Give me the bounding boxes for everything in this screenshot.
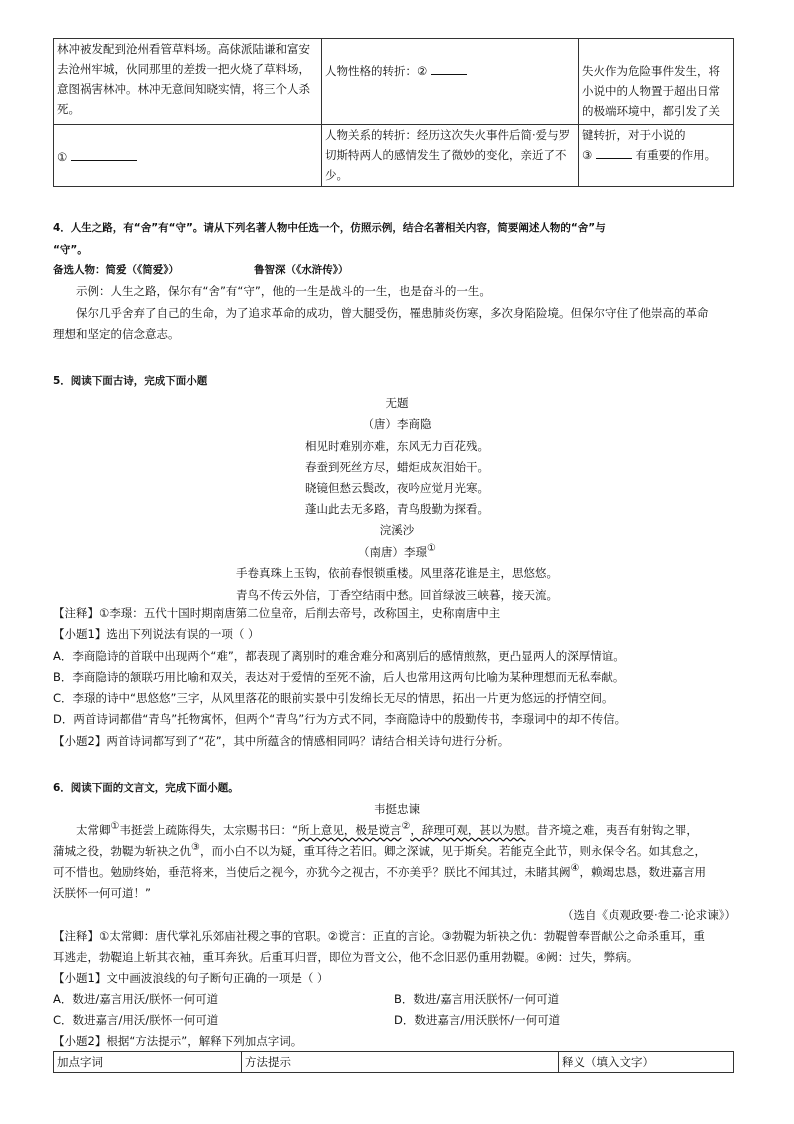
poem2-note-mark: ① [427, 543, 436, 555]
q6-option-a[interactable]: A．数进/嘉言用沃/朕怀一何可道 [53, 992, 219, 1006]
r1c1-line: 去沧州牢城，伙同那里的差拨一把火烧了草料场， [57, 62, 310, 76]
poem2-author-line [297, 542, 497, 562]
q6-note-line2: 耳逃走，勃鞮追上斩其衣袖，重耳奔狄。后重耳归晋，即位为晋文公，他不念旧恶仍重用勃鞮。④阙：过失，弊病。 [53, 950, 639, 964]
q6-option-c[interactable]: C．数进嘉言/用沃/朕怀一何可道 [53, 1013, 219, 1027]
note-mark-4: ④ [570, 863, 580, 875]
r1c1-line: 意图祸害林冲。林冲无意间知晓实情，将三个人杀 [57, 82, 310, 96]
q6-option-b[interactable]: B．数进/嘉言用沃朕怀/一何可道 [394, 992, 560, 1006]
q6-para-line4: 沃朕怀一何可道！” [53, 886, 151, 900]
q6-text: 韦挺尝上疏陈得失，太宗赐书曰：“ [119, 823, 298, 837]
q6-para-line1 [76, 820, 698, 840]
top-table-r2c3 [579, 125, 734, 187]
q4-candidate2: 鲁智深（《水浒传》） [254, 264, 349, 276]
poem1-line: 春蚕到死丝方尽，蜡炬成灰泪始干。 [305, 460, 489, 474]
q5-option-c[interactable]: C．李璟的诗中“思悠悠”三字，从风里落花的眼前实景中引发绵长无尽的情思，拓出一片更为悠远的抒情空间。 [53, 691, 614, 705]
q6-option-d[interactable]: D．数进嘉言/用沃朕怀/一何可道 [394, 1013, 561, 1027]
top-table-r1c2 [322, 39, 579, 125]
q5-heading: 5．阅读下面古诗，完成下面小题 [53, 375, 208, 387]
answer-blank-3[interactable] [596, 145, 632, 159]
q6-note-line1: 【注释】①太常卿：唐代掌礼乐郊庙社稷之事的官职。②谠言：正直的言论。③勃鞮为斩袂之仇：勃鞮曾奉晋献公之命杀重耳，重 [53, 929, 705, 943]
poem2-author: （南唐）李璟 [358, 545, 428, 559]
r2c3-prefix: ③ [582, 148, 593, 162]
method-table-header: 加点字词 [54, 1052, 242, 1073]
note-mark-1: ① [110, 821, 120, 833]
top-table-r1c3 [579, 39, 734, 125]
q5-sub1: 【小题1】选出下列说法有误的一项（ ） [53, 627, 260, 641]
r1c3-line: 失火作为危险事件发生，将 [582, 64, 720, 78]
q6-text: 可不惜也。勉励终始，垂范将来，当使后之视今，亦犹今之视古，不亦美乎？朕比不闻其过，未睹其阙 [53, 865, 571, 879]
wavy-underline-sentence: ，辞理可观，甚以为慰 [410, 823, 526, 837]
r2c3-suffix: 有重要的作用。 [635, 148, 717, 162]
q6-title: 韦挺忠谏 [374, 802, 420, 816]
poem1-line: 蓬山此去无多路，青鸟殷勤为探看。 [305, 502, 489, 516]
wavy-underline-sentence: 所上意见，极是谠言 [297, 823, 402, 837]
r2c2-line: 切斯特两人的感情发生了微妙的变化，亲近了不 [325, 148, 567, 162]
note-mark-3: ③ [191, 842, 200, 854]
q6-text: ，赖竭忠恳，数进嘉言用 [579, 865, 706, 879]
answer-blank-1[interactable] [71, 147, 137, 161]
q5-option-a[interactable]: A．李商隐诗的首联中出现两个“难”，都表现了离别时的难舍难分和离别后的感情煎熬，更凸显两人的深厚情谊。 [53, 649, 625, 663]
q4-line2: “守”。 [53, 244, 88, 256]
q4-para-line1: 保尔几乎舍弃了自己的生命，为了追求革命的成功，曾大腿受伤，罹患肺炎伤寒，多次身陷险境。但保尔守住了他崇高的革命 [76, 306, 709, 320]
q4-example: 示例：人生之路，保尔有“舍”有“守”，他的一生是战斗的一生，也是奋斗的一生。 [76, 284, 491, 298]
poem2-line: 青鸟不传云外信，丁香空结雨中愁。回首绿波三峡暮，接天流。 [236, 588, 558, 602]
poem1-title: 无题 [385, 396, 409, 410]
answer-blank-2[interactable] [431, 61, 467, 75]
method-table [53, 1051, 734, 1073]
r1c3-line: 的极端环境中，都引发了关 [582, 104, 720, 118]
poem1-author: （唐）李商隐 [362, 417, 432, 431]
q4-line1: 4．人生之路，有“舍”有“守”。请从下列名著人物中任选一个，仿照示例，结合名著相关内容，简要阐述人物的“舍”与 [53, 222, 606, 234]
top-table-r2c1 [54, 125, 322, 187]
r1c3-line: 小说中的人物置于超出日常 [582, 84, 720, 98]
q5-option-d[interactable]: D．两首诗词都借“青鸟”托物寓怀，但两个“青鸟”行为方式不同，李商隐诗中的殷勤传书，李璟词中的却不传信。 [53, 712, 627, 726]
q5-option-b[interactable]: B．李商隐诗的颔联巧用比喻和双关，表达对于爱情的至死不渝，后人也常用这两句比喻为某种理想而无私奉献。 [53, 670, 625, 684]
q6-para-line2 [53, 841, 706, 861]
poem1-line: 晓镜但愁云鬓改，夜吟应觉月光寒。 [305, 481, 489, 495]
method-table-header: 释义（填入文字） [559, 1052, 734, 1073]
q6-source: （选自《贞观政要·卷二·论求谏》） [562, 908, 737, 922]
r1c2-text: 人物性格的转折：② [325, 64, 428, 78]
r1c1-line: 死。 [57, 102, 80, 116]
q4-candidates: 备选人物：简爱（《简爱》） [53, 264, 179, 276]
poem2-line: 手卷真珠上玉钩，依前春恨锁重楼。风里落花谁是主，思悠悠。 [236, 566, 558, 580]
r2c1-text: ① [57, 150, 68, 164]
note-mark-2: ② [401, 821, 411, 833]
poem2-title: 浣溪沙 [379, 523, 415, 537]
q6-para-line3 [53, 862, 706, 882]
poem1-line: 相见时难别亦难，东风无力百花残。 [305, 439, 489, 453]
method-table-header: 方法提示 [242, 1052, 559, 1073]
q6-text: ，而小白不以为疑，重耳待之若旧。卿之深诚，见于斯矣。若能克全此节，则永保令名。如其怠之， [199, 844, 706, 858]
q6-sub2: 【小题2】根据“方法提示”，解释下列加点字词。 [53, 1034, 303, 1048]
top-table [53, 38, 734, 187]
q6-text: 蒲城之役，勃鞮为斩袂之仇 [53, 844, 191, 858]
top-table-r1c1 [54, 39, 322, 125]
q6-sub1: 【小题1】文中画波浪线的句子断句正确的一项是（ ） [53, 971, 329, 985]
q5-note: 【注释】①李璟：五代十国时期南唐第二位皇帝，后削去帝号，改称国主，史称南唐中主 [53, 606, 501, 620]
r1c3-line: 键转折，对于小说的 [582, 128, 686, 142]
r2c2-line: 少。 [325, 168, 348, 182]
q6-heading: 6．阅读下面的文言文，完成下面小题。 [53, 782, 239, 794]
r1c1-line: 林冲被发配到沧州看管草料场。高俅派陆谦和富安 [57, 42, 310, 56]
top-table-r2c2 [322, 125, 579, 187]
q6-text: 太常卿 [76, 823, 111, 837]
q4-para-line2: 理想和坚定的信念意志。 [53, 327, 180, 341]
r2c2-line: 人物关系的转折：经历这次失火事件后简·爱与罗 [325, 128, 571, 142]
q5-sub2: 【小题2】两首诗词都写到了“花”，其中所蕴含的情感相同吗？请结合相关诗句进行分析。 [53, 734, 510, 748]
q6-text: 。昔齐境之难，夷吾有射钩之罪， [525, 823, 698, 837]
